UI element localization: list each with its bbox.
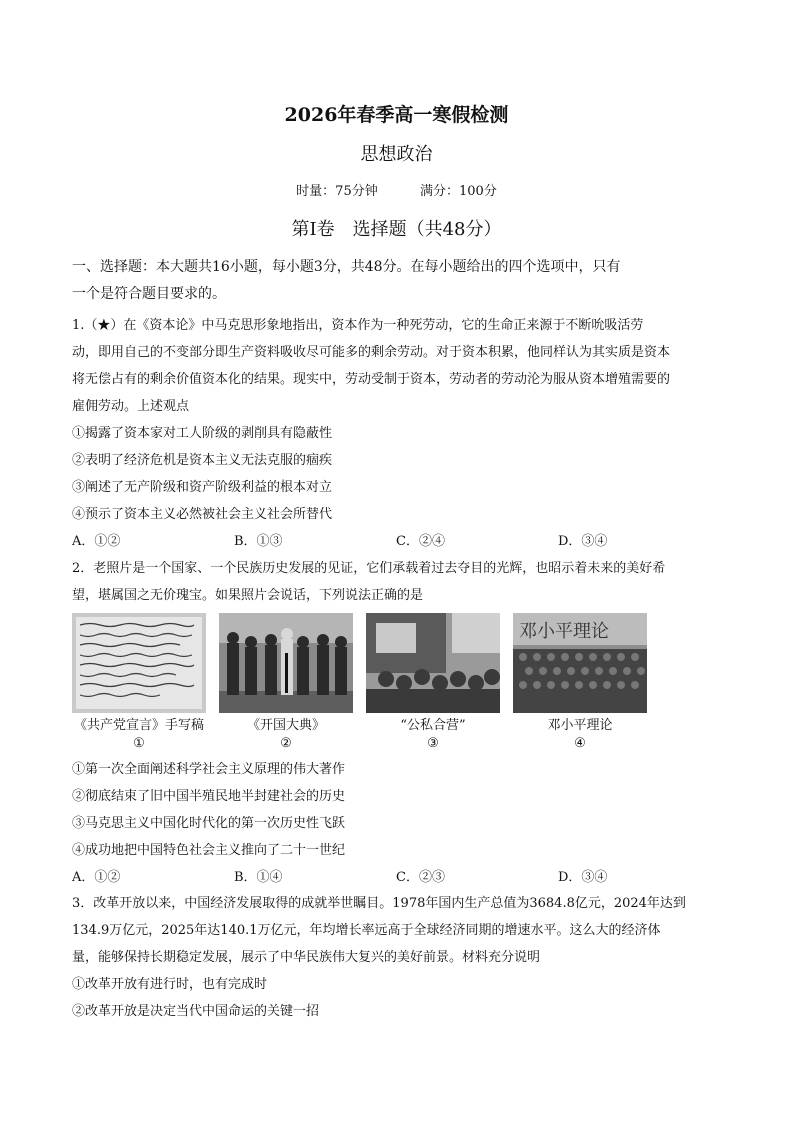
section-title: 第Ⅰ卷 选择题（共48分） bbox=[291, 219, 502, 240]
instructions-line: 一个是符合题目要求的。 bbox=[72, 286, 226, 302]
statement-item: ②彻底结束了旧中国半殖民地半封建社会的历史 bbox=[72, 789, 346, 804]
statement-item: ④预示了资本主义必然被社会主义社会所替代 bbox=[72, 507, 333, 522]
option-a[interactable]: A．①② bbox=[72, 870, 121, 885]
question-text: 动，即用自己的不变部分即生产资料吸收尽可能多的剩余劳动。对于资本积累，他同样认为其实质是资本 bbox=[72, 345, 671, 360]
photo-caption: “公私合营” ③ bbox=[400, 718, 466, 751]
question-text: 3．改革开放以来，中国经济发展取得的成就举世瞩目。1978年国内生产总值为3684.8亿元，2024年达到 bbox=[72, 896, 686, 911]
option-c[interactable]: C．②④ bbox=[396, 534, 445, 549]
instructions bbox=[72, 254, 722, 308]
question-2-items bbox=[72, 756, 722, 891]
question-text: 将无偿占有的剩余价值资本化的结果。现实中，劳动受制于资本，劳动者的劳动沦为服从资本增殖需要的 bbox=[72, 372, 671, 387]
photo-caption: 《开国大典》 ② bbox=[246, 718, 325, 751]
option-b[interactable]: B．①④ bbox=[234, 870, 283, 885]
question-2 bbox=[72, 555, 722, 609]
statement-item: ②改革开放是决定当代中国命运的关键一招 bbox=[72, 1004, 320, 1019]
question-3 bbox=[72, 890, 722, 1025]
exam-title: 2026年春季高一寒假检测 bbox=[284, 104, 509, 126]
option-c[interactable]: C．②③ bbox=[396, 870, 445, 885]
subject-title: 思想政治 bbox=[360, 144, 433, 165]
answer-options bbox=[72, 864, 722, 891]
question-text: 134.9万亿元，2025年达140.1万亿元，年均增长率远高于全球经济同期的增速水平。这么大的经济体 bbox=[72, 923, 661, 938]
question-text: 雇佣劳动。上述观点 bbox=[72, 399, 190, 414]
answer-options bbox=[72, 528, 722, 555]
question-text: 量，能够保持长期稳定发展，展示了中华民族伟大复兴的美好前景。材料充分说明 bbox=[72, 950, 541, 965]
question-text: 1.（★）在《资本论》中马克思形象地指出，资本作为一种死劳动，它的生命正来源于不断吮吸活劳 bbox=[72, 318, 644, 333]
statement-item: ②表明了经济危机是资本主义无法克服的痼疾 bbox=[72, 453, 333, 468]
instructions-line: 一、选择题：本大题共16小题，每小题3分，共48分。在每小题给出的四个选项中，只有 bbox=[72, 259, 621, 275]
option-d[interactable]: D．③④ bbox=[558, 534, 608, 549]
statement-item: ①改革开放有进行时，也有完成时 bbox=[72, 977, 268, 992]
photo-caption: 邓小平理论 ④ bbox=[547, 718, 613, 751]
statement-item: ③阐述了无产阶级和资产阶级利益的根本对立 bbox=[72, 480, 333, 495]
question-text: 2．老照片是一个国家、一个民族历史发展的见证，它们承载着过去夺目的光辉，也昭示着未来的美好希 bbox=[72, 561, 666, 576]
manuscript-photo bbox=[72, 613, 206, 713]
option-b[interactable]: B．①③ bbox=[234, 534, 283, 549]
option-d[interactable]: D．③④ bbox=[558, 870, 608, 885]
public-private-photo bbox=[366, 613, 500, 713]
option-a[interactable]: A．①② bbox=[72, 534, 121, 549]
statement-item: ①揭露了资本家对工人阶级的剥削具有隐蔽性 bbox=[72, 426, 333, 441]
statement-item: ①第一次全面阐述科学社会主义原理的伟大著作 bbox=[72, 762, 346, 777]
photo-row bbox=[72, 613, 722, 763]
photo-caption: 《共产党宣言》手写稿 ① bbox=[73, 718, 204, 751]
banner-text: 邓小平理论 bbox=[519, 621, 609, 642]
question-1 bbox=[72, 312, 722, 555]
question-text: 望，堪属国之无价瑰宝。如果照片会说话，下列说法正确的是 bbox=[72, 588, 424, 603]
time-limit: 时量：75分钟 bbox=[296, 184, 378, 199]
parade-photo bbox=[513, 613, 647, 713]
statement-item: ③马克思主义中国化时代化的第一次历史性飞跃 bbox=[72, 816, 346, 831]
full-score: 满分：100分 bbox=[420, 184, 497, 199]
exam-meta bbox=[0, 180, 793, 199]
founding-ceremony-photo bbox=[219, 613, 353, 713]
statement-item: ④成功地把中国特色社会主义推向了二十一世纪 bbox=[72, 843, 346, 858]
